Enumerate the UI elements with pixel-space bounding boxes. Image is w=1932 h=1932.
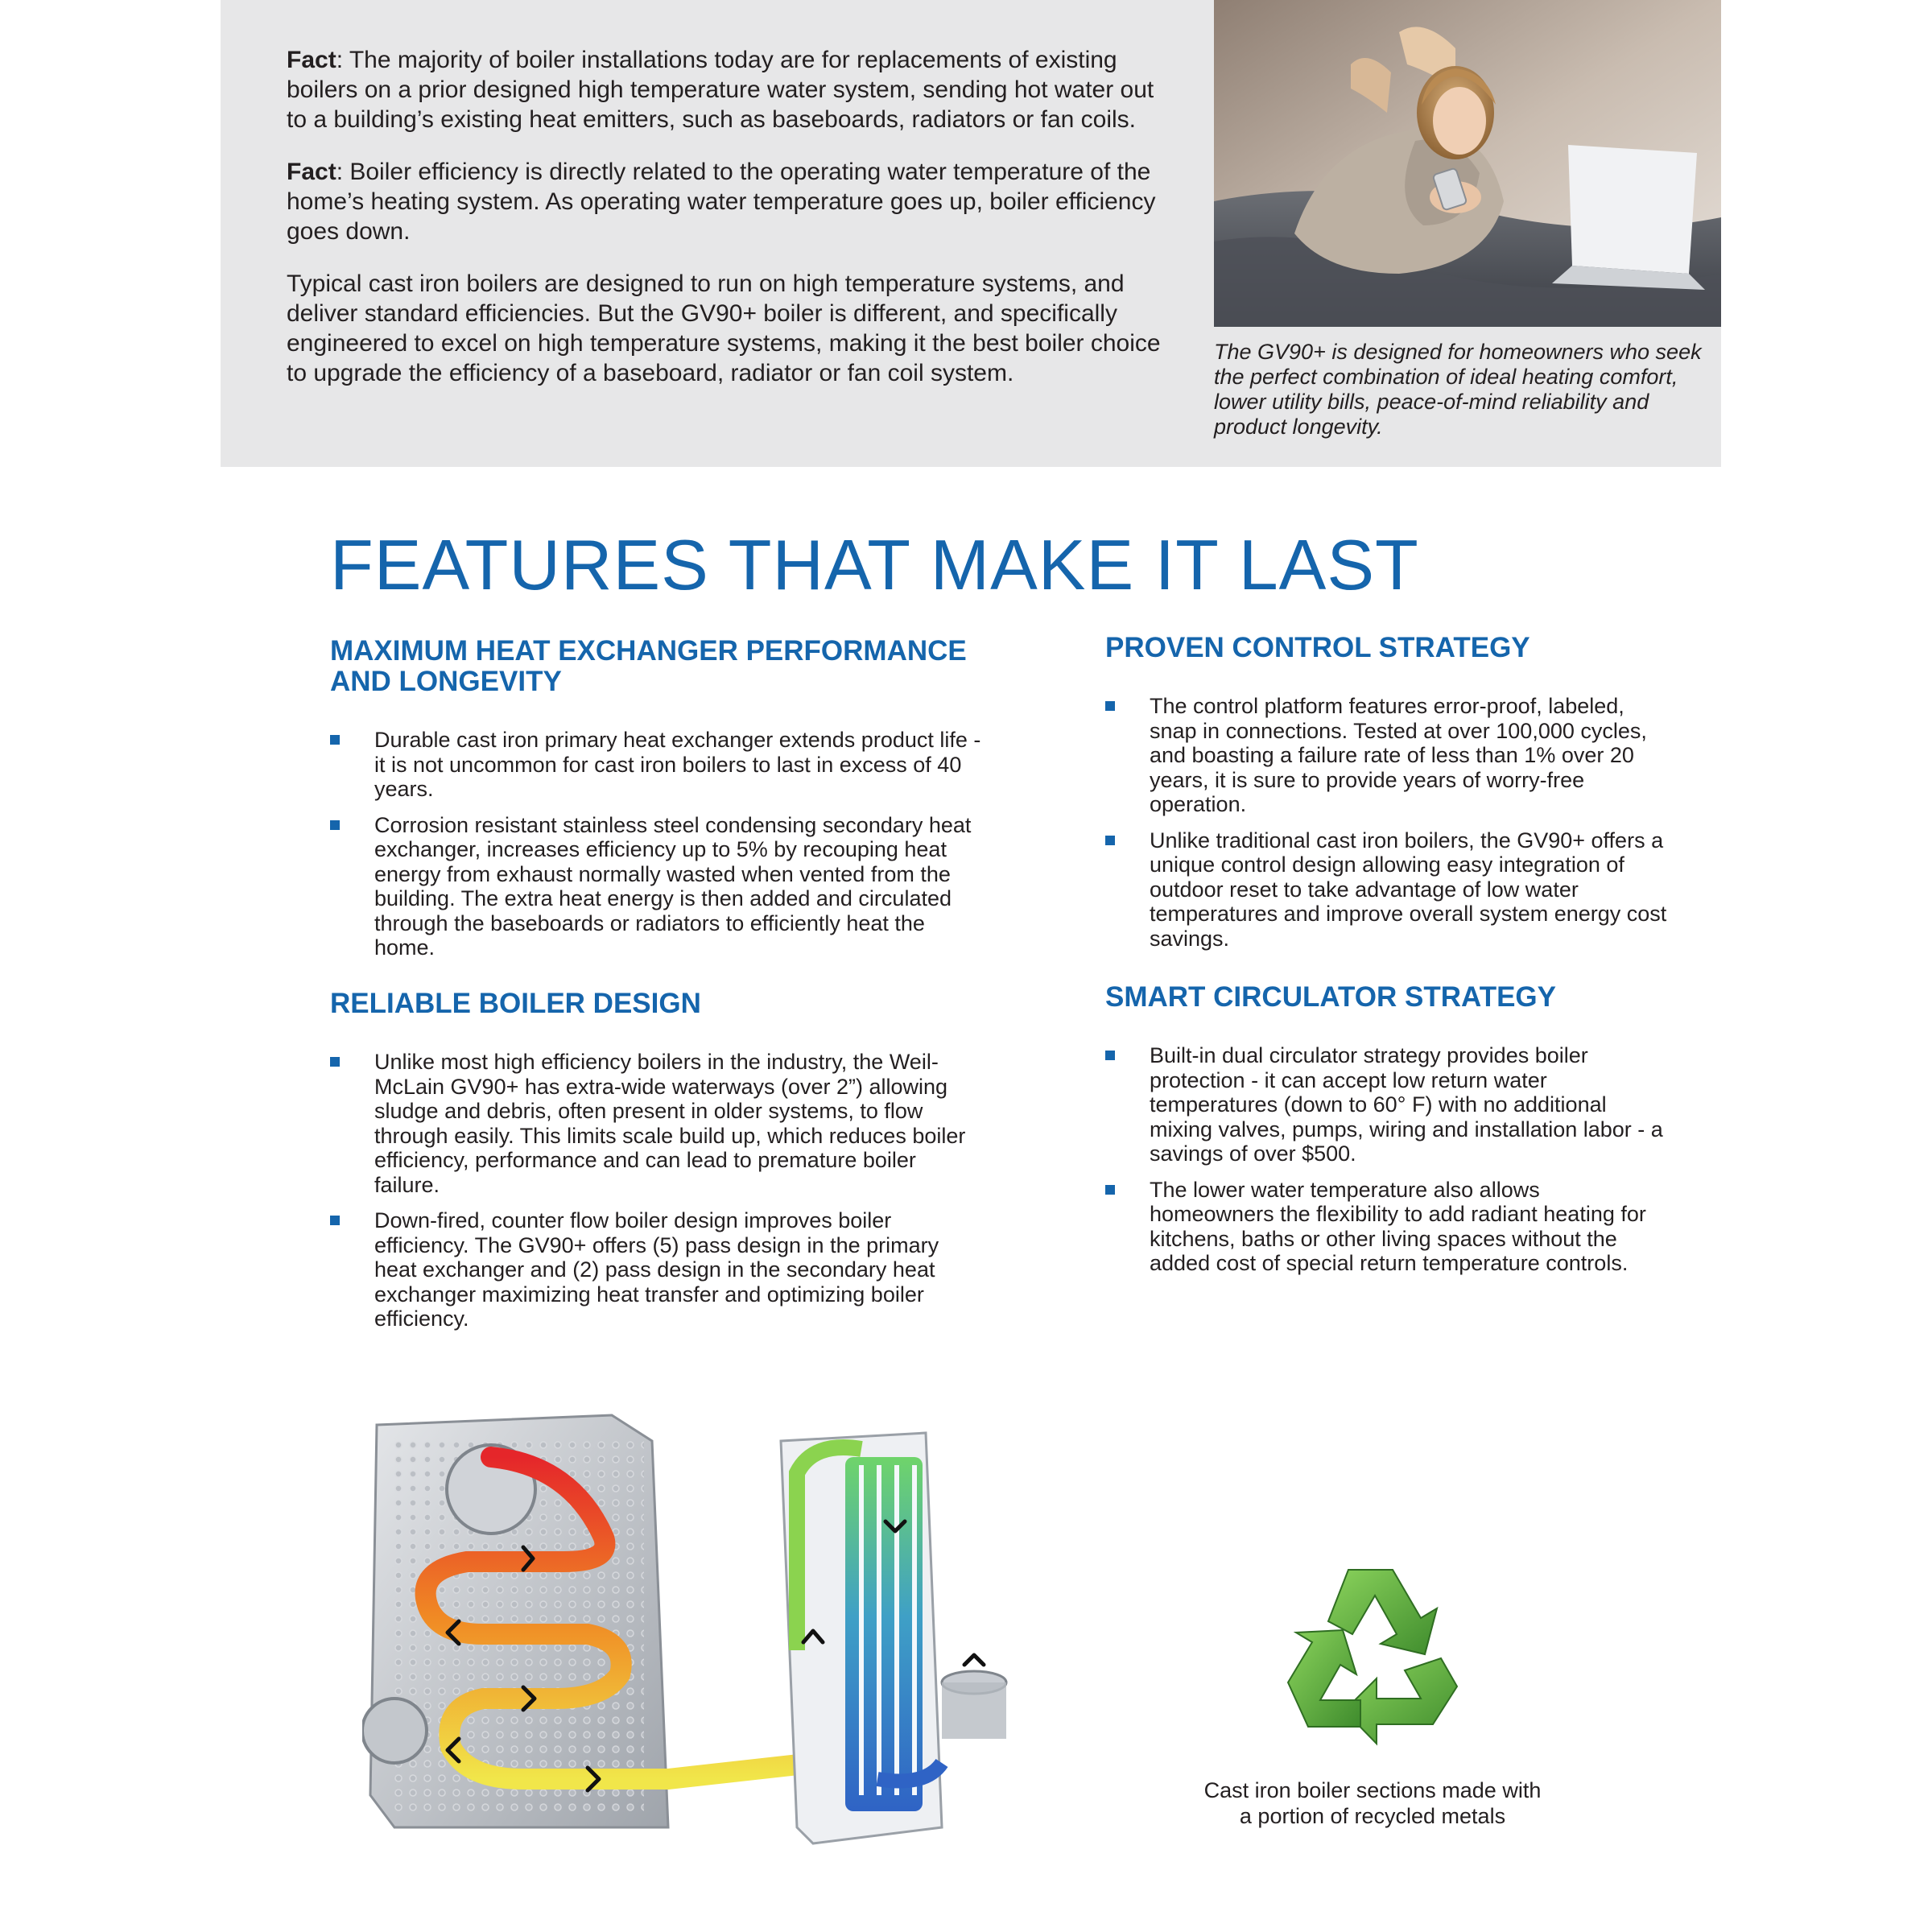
list-item (330, 728, 982, 802)
list-item-text: Unlike most high efficiency boilers in the industry, the Weil-McLain GV90+ has extra-wide waterways (over 2”) allowing sludge and debris, often present in older systems, to flow through easily. This limits scale build up, which reduces boiler efficiency, performance and can lead to premature boiler failure. (374, 1050, 966, 1197)
recycle-caption (1159, 1777, 1586, 1829)
intro-paragraph-3: Typical cast iron boilers are designed to run on high temperature systems, and deliver standard efficiencies. But the GV90+ boiler is different, and specifically engineered to excel on high temperature systems, making it the best boiler choice to upgrade the efficiency of a baseboard, radiator or fan coil system. (287, 270, 1161, 386)
square-bullet-icon (1105, 1051, 1115, 1060)
list-item-text: Unlike traditional cast iron boilers, the GV90+ offers a unique control design allowing easy integration of outdoor reset to take advantage of low water temperatures and improve overall system energy cost savings. (1150, 828, 1667, 951)
section-smart-circulator-strategy (1105, 982, 1669, 1287)
bullet-list (1105, 694, 1669, 951)
list-item-text: The lower water temperature also allows homeowners the flexibility to add radiant heating for kitchens, baths or other living spaces without the added cost of special return temperature controls. (1150, 1177, 1646, 1275)
list-item-text: Durable cast iron primary heat exchanger extends product life - it is not uncommon for cast iron boilers to last in excess of 40 years. (374, 728, 981, 801)
list-item (330, 1208, 982, 1331)
list-item (330, 813, 982, 960)
list-item (1105, 1178, 1669, 1276)
list-item (330, 1050, 982, 1197)
square-bullet-icon (330, 820, 340, 830)
section-heading: SMART CIRCULATOR STRATEGY (1105, 981, 1556, 1013)
section-proven-control-strategy (1105, 633, 1669, 962)
square-bullet-icon (330, 1216, 340, 1225)
list-item (1105, 694, 1669, 817)
features-title: FEATURES THAT MAKE IT LAST (330, 525, 1419, 605)
square-bullet-icon (330, 1057, 340, 1067)
intro-text-block (287, 45, 1172, 411)
square-bullet-icon (330, 735, 340, 745)
section-heading: MAXIMUM HEAT EXCHANGER PERFORMANCE AND LONGEVITY (330, 635, 967, 697)
section-reliable-boiler-design (330, 989, 982, 1343)
recycle-caption-line: a portion of recycled metals (1239, 1804, 1506, 1828)
fact-text: : Boiler efficiency is directly related to the operating water temperature of the home’s heating system. As operating water temperature goes up, boiler efficiency goes down. (287, 159, 1156, 245)
section-max-heat-exchanger (330, 636, 982, 972)
list-item-text: The control platform features error-proof, labeled, snap in connections. Tested at over 100,000 cycles, and boasting a failure rate of less than 1% over 20 years, it is sure to provide years of worry-free operation. (1150, 694, 1647, 816)
bullet-list (1105, 1043, 1669, 1276)
recycle-icon (1272, 1554, 1473, 1747)
photo-caption: The GV90+ is designed for homeowners who seek the perfect combination of ideal heating comfort, lower utility bills, peace-of-mind reliability and product longevity. (1214, 340, 1702, 439)
fact-label: Fact (287, 159, 336, 185)
homeowner-photo (1214, 0, 1721, 327)
fact-label: Fact (287, 47, 336, 73)
list-item-text: Built-in dual circulator strategy provides boiler protection - it can accept low return water temperatures (down to 60° F) with no additional mixing valves, pumps, wiring and installation labor - a savings of over $500. (1150, 1043, 1663, 1166)
fact-paragraph-1 (287, 45, 1172, 134)
square-bullet-icon (1105, 1185, 1115, 1195)
list-item (1105, 1043, 1669, 1166)
fact-text: : The majority of boiler installations today are for replacements of existing boilers on a prior designed high temperature water system, sending hot water out to a building’s existing heat emitters, such as baseboards, radiators or fan coils. (287, 47, 1154, 133)
list-item-text: Corrosion resistant stainless steel condensing secondary heat exchanger, increases efficiency up to 5% by recouping heat energy from exhaust normally wasted when vented from the building. The extra heat energy is then added and circulated through the baseboards or radiators to efficiently heat the home. (374, 812, 972, 960)
bullet-list (330, 1050, 982, 1331)
square-bullet-icon (1105, 701, 1115, 711)
square-bullet-icon (1105, 836, 1115, 845)
section-heading: PROVEN CONTROL STRATEGY (1105, 632, 1530, 663)
recycle-caption-line: Cast iron boiler sections made with (1203, 1778, 1542, 1802)
list-item (1105, 828, 1669, 952)
fact-paragraph-2 (287, 157, 1172, 246)
section-heading: RELIABLE BOILER DESIGN (330, 988, 701, 1019)
boiler-heat-exchanger-illustration (362, 1409, 1046, 1860)
bullet-list (330, 728, 982, 960)
list-item-text: Down-fired, counter flow boiler design improves boiler efficiency. The GV90+ offers (5) pass design in the primary heat exchanger and (2) pass design in the secondary heat exchanger maximizing heat transfer and optimizing boiler efficiency. (374, 1208, 939, 1331)
